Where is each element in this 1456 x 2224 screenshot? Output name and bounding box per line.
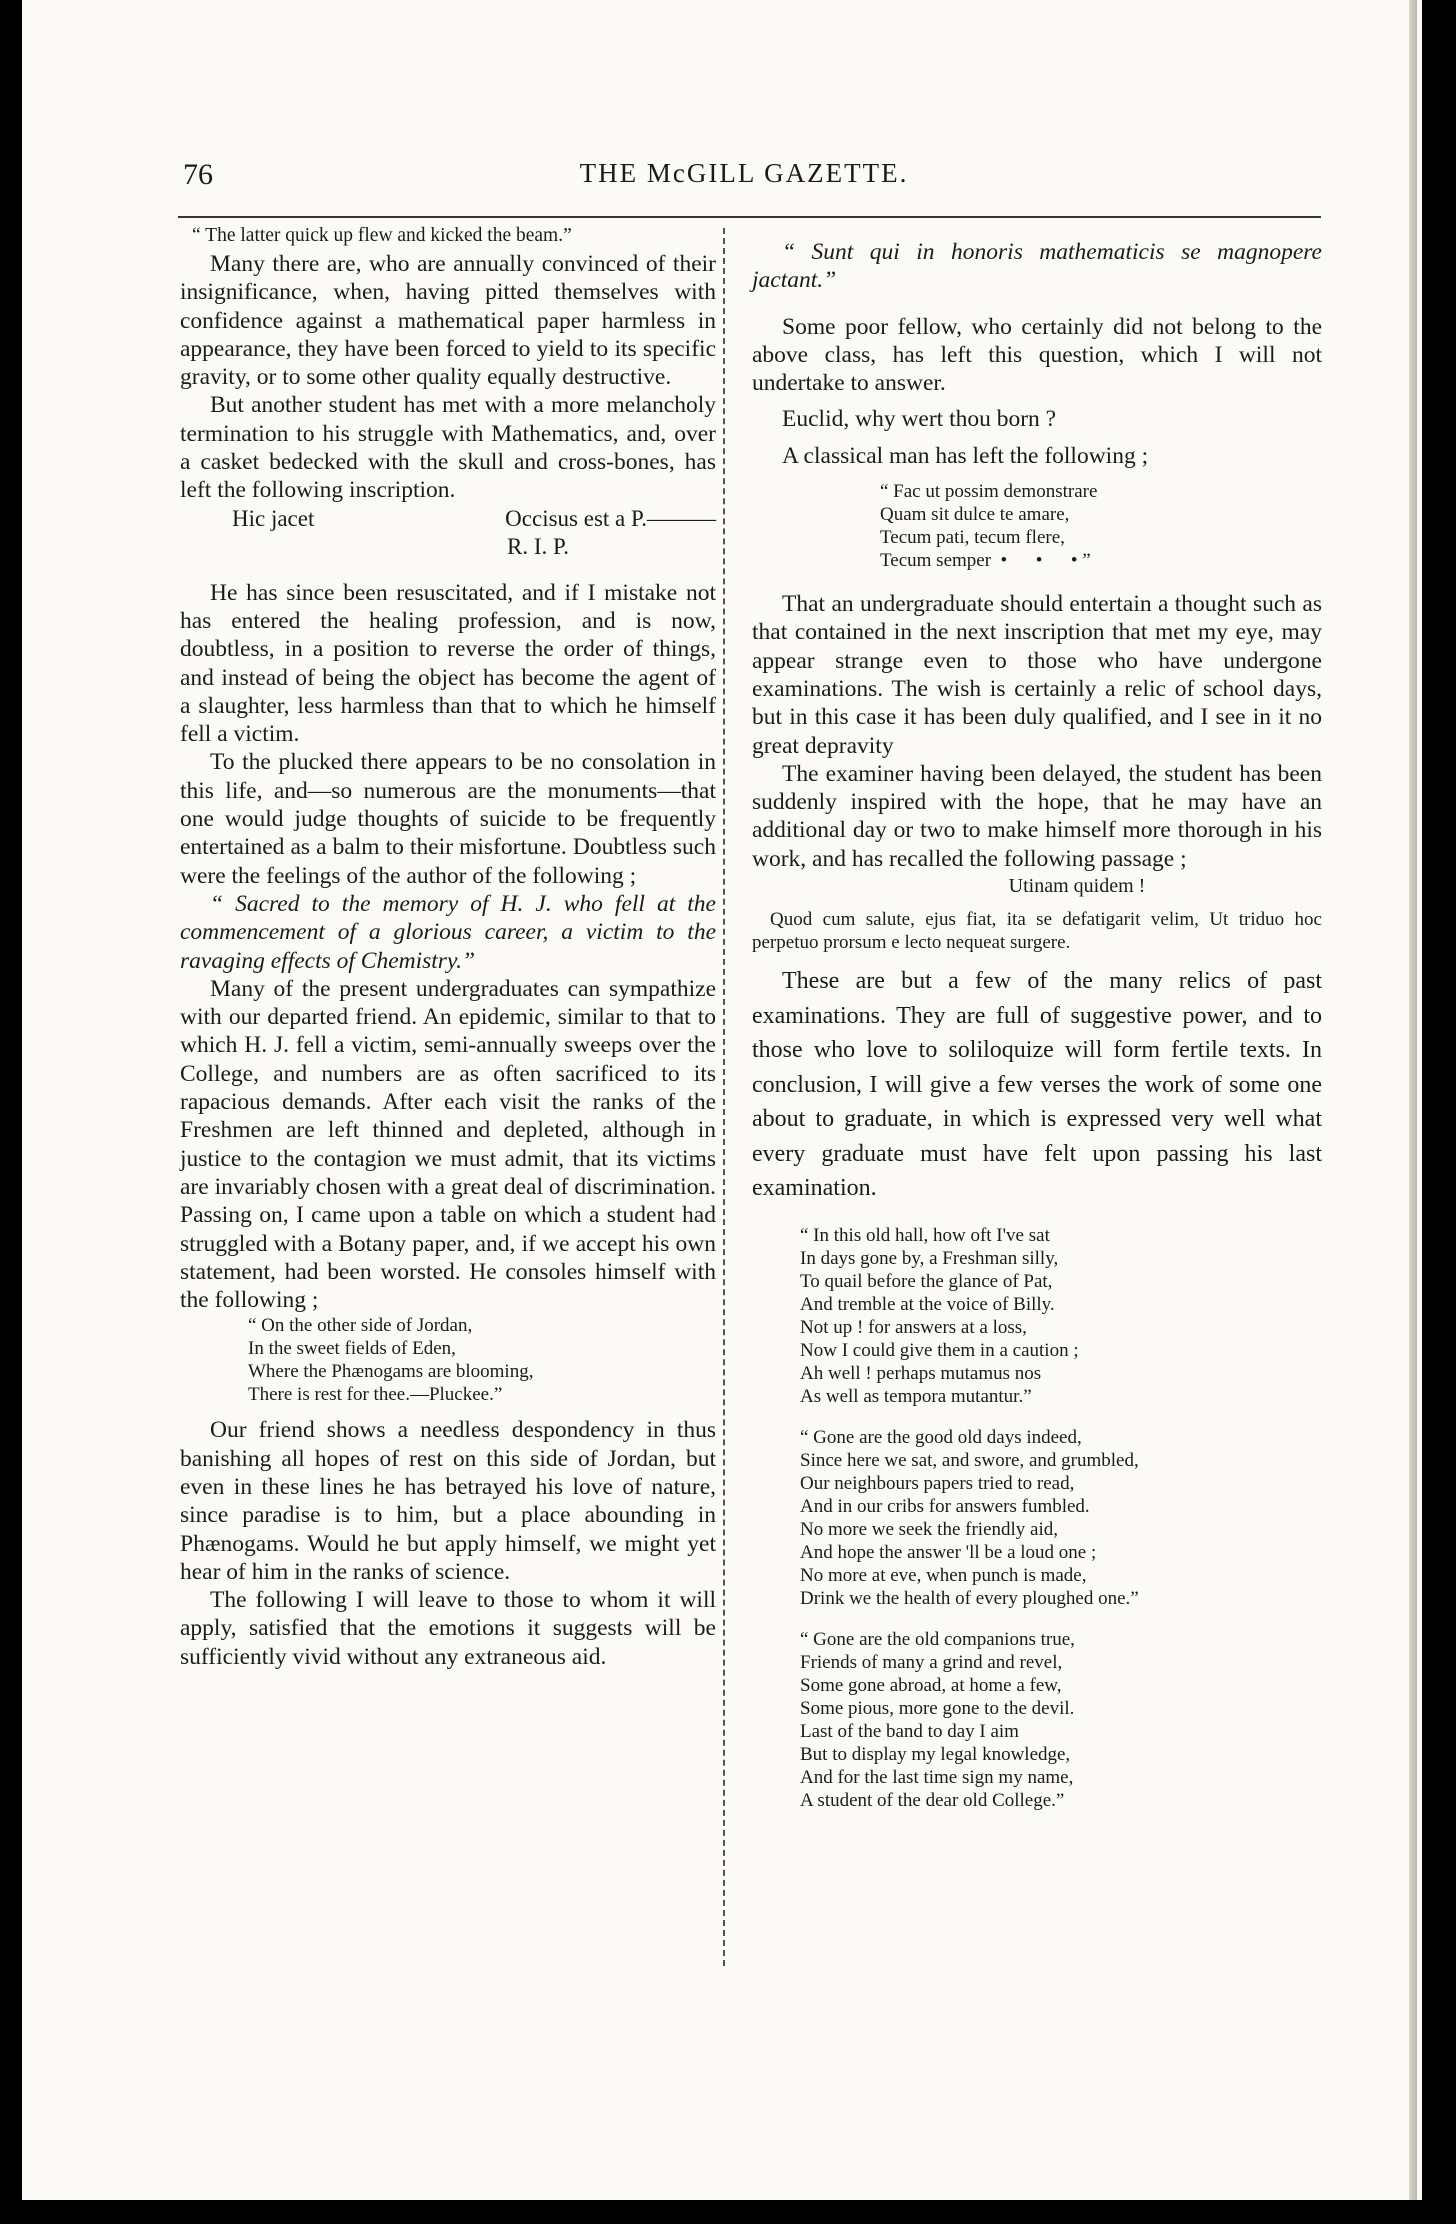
verse-latin [880, 480, 1322, 572]
paragraph: Some poor fellow, who certainly did not belong to the above class, has left this question, which I will not undertake to answer. [752, 313, 1322, 397]
latin-quote: “ Sunt qui in honoris mathematicis se magnopere jactant.” [752, 239, 1322, 294]
verse-line: Now I could give them in a caution ; [800, 1339, 1079, 1361]
verse-line: A student of the dear old College.” [800, 1789, 1065, 1811]
paragraph: The examiner having been delayed, the student has been suddenly inspired with the hope, that he may have an additional day or two to make himself more thorough in his work, and has recalled the following passage ; [752, 760, 1322, 872]
verse-line: Some gone abroad, at home a few, [800, 1674, 1062, 1696]
paragraph: Many of the present undergraduates can sympathize with our departed friend. An epidemic, similar to that to which H. J. fell a victim, semi-annually sweeps over the College, and numbers are as often sacrificed to its rapacious demands. After each visit the ranks of the Freshmen are left thinned and depleted, although in justice to the contagion we must admit, that its victims are invariably chosen with a great deal of discrimination. Passing on, I came upon a table on which a student had struggled with a Botany paper, and, if we accept his own statement, had been worsted. He consoles himself with the following ; [180, 975, 716, 1314]
verse-line: Not up ! for answers at a loss, [800, 1316, 1027, 1338]
right-column [752, 222, 1322, 1812]
verse-line: “ Gone are the good old days indeed, [800, 1426, 1082, 1448]
page-header [163, 158, 1325, 198]
verse-line: No more we seek the friendly aid, [800, 1518, 1058, 1540]
verse-line: In the sweet fields of Eden, [248, 1338, 456, 1360]
epitaph-right: Occisus est a P.——— [505, 505, 716, 531]
paragraph: A classical man has left the following ; [782, 442, 1149, 469]
paragraph: He has since been resuscitated, and if I mistake not has entered the healing profession, and is now, doubtless, in a position to reverse the order of things, and instead of being the object has become the agent of a slaughter, less harmless than that to which he himself fell a victim. [180, 579, 716, 748]
opening-quote: “ The latter quick up flew and kicked the beam.” [192, 225, 572, 246]
verse-line: Quam sit dulce te amare, [880, 504, 1070, 526]
paragraph: Many there are, who are annually convinced of their insignificance, when, having pitted themselves with confidence against a mathematical paper harmless in appearance, they have been forced to yield to its specific gravity, or to some other quality equally destructive. [180, 251, 716, 391]
paragraph: Our friend shows a needless despondency in thus banishing all hopes of rest on this side of Jordan, but even in these lines he has betrayed his love of nature, since paradise is to him, but a place abounding in Phænogams. Would he but apply himself, we might yet hear of him in the ranks of science. [180, 1417, 716, 1585]
column-divider [723, 228, 726, 1966]
verse-line: In days gone by, a Freshman silly, [800, 1247, 1059, 1269]
verse-line: Our neighbours papers tried to read, [800, 1472, 1075, 1494]
verse-line: There is rest for thee.—Pluckee.” [248, 1384, 503, 1406]
paragraph: To the plucked there appears to be no consolation in this life, and—so numerous are the monuments—that one would judge thoughts of suicide to be frequently entertained as a balm to their misfortune. Doubtless such were the feelings of the author of the following ; [180, 749, 716, 889]
paragraph: That an undergraduate should entertain a thought such as that contained in the next inscription that met my eye, may appear strange even to those who have undergone examinations. The wish is certainly a relic of school days, but in this case it has been duly qualified, and I see in it no great depravity [752, 591, 1322, 759]
verse-line: As well as tempora mutantur.” [800, 1385, 1032, 1407]
verse-line: And tremble at the voice of Billy. [800, 1293, 1055, 1315]
verse-line: Some pious, more gone to the devil. [800, 1697, 1075, 1719]
paragraph: But another student has met with a more melancholy termination to his struggle with Mathematics, and, over a casket bedecked with the skull and cross-bones, has left the following inscription. [180, 392, 716, 504]
quoted-inscription: “ Sacred to the memory of H. J. who fell at the commencement of a glorious career, a victim to the ravaging effects of Chemistry.” [180, 890, 716, 974]
verse-line: No more at eve, when punch is made, [800, 1564, 1087, 1586]
page-title: THE McGILL GAZETTE. [579, 158, 909, 188]
epitaph-left: Hic jacet [232, 505, 315, 531]
verse-line: “ In this old hall, how oft I've sat [800, 1224, 1050, 1246]
verse-line: And hope the answer 'll be a loud one ; [800, 1541, 1097, 1563]
verse-line: And for the last time sign my name, [800, 1766, 1074, 1788]
verse-line: But to display my legal knowledge, [800, 1743, 1071, 1765]
paragraph: The following I will leave to those to whom it will apply, satisfied that the emotions it suggests will be sufficiently vivid without any extraneous aid. [180, 1587, 716, 1670]
verse-line: “ Gone are the old companions true, [800, 1628, 1075, 1650]
epitaph-rip: R. I. P. [507, 533, 569, 559]
verse-jordan [248, 1314, 716, 1406]
verse-line: “ Fac ut possim demonstrare [880, 481, 1098, 503]
verse-line: To quail before the glance of Pat, [800, 1270, 1053, 1292]
verse-companions [800, 1628, 1322, 1812]
page-edge [1409, 0, 1417, 2200]
verse-line: And in our cribs for answers fumbled. [800, 1495, 1090, 1517]
verse-line: Since here we sat, and swore, and grumbled, [800, 1449, 1139, 1471]
epitaph [232, 505, 716, 533]
verse-hall [800, 1224, 1322, 1408]
paragraph: Euclid, why wert thou born ? [782, 406, 1057, 433]
verse-line: Drink we the health of every ploughed one.” [800, 1587, 1139, 1609]
page-number: 76 [183, 158, 213, 191]
verse-line: Ah well ! perhaps mutamus nos [800, 1362, 1042, 1384]
verse-days [800, 1426, 1322, 1610]
left-column [180, 222, 716, 1671]
verse-line: Where the Phænogams are blooming, [248, 1361, 534, 1383]
verse-line: Last of the band to day I aim [800, 1720, 1019, 1742]
header-rule [178, 216, 1321, 218]
verse-line: Tecum semper • • • ” [880, 550, 1091, 572]
paragraph: These are but a few of the many relics of past examinations. They are full of suggestive power, and to those who love to soliloquize will form fertile texts. In conclusion, I will give a few verses the work of some one about to graduate, in which is expressed very well what every graduate must have felt upon passing his last examination. [752, 968, 1322, 1202]
verse-line: “ On the other side of Jordan, [248, 1315, 473, 1337]
verse-line: Tecum pati, tecum flere, [880, 527, 1065, 549]
latin-passage: Quod cum salute, ejus fiat, ita se defatigarit velim, Ut triduo hoc perpetuo prorsum e lecto nequeat surgere. [752, 909, 1322, 954]
utinam-line: Utinam quidem ! [1008, 875, 1146, 898]
verse-line: Friends of many a grind and revel, [800, 1651, 1063, 1673]
